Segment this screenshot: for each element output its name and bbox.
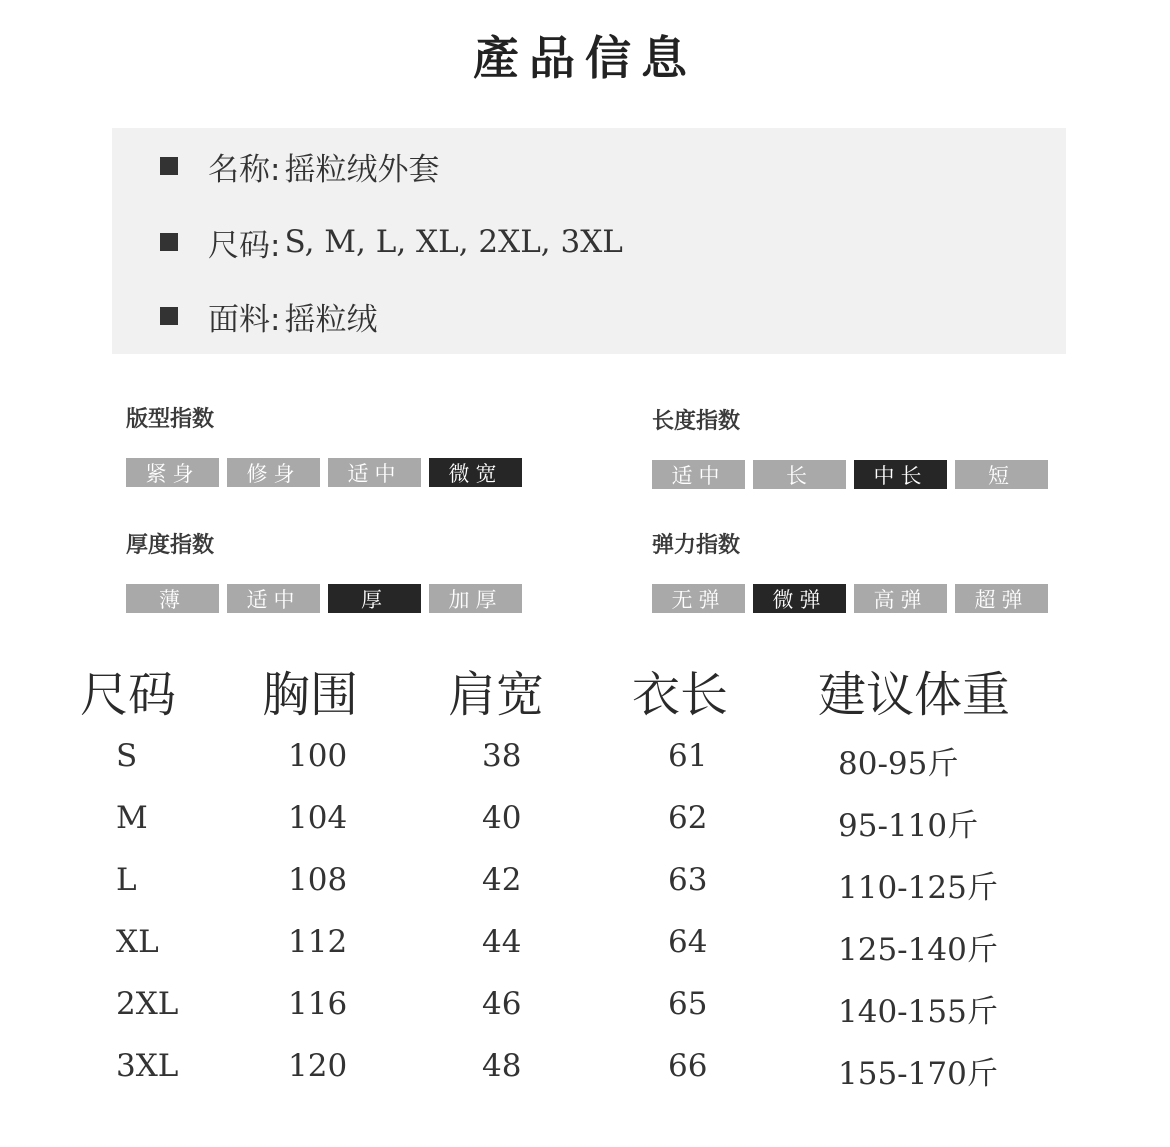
info-row-fabric bbox=[160, 294, 377, 338]
index-option: 加厚 bbox=[429, 584, 522, 613]
table-cell: 108 bbox=[288, 862, 348, 898]
table-row bbox=[0, 1048, 1170, 1092]
table-row bbox=[0, 800, 1170, 844]
table-cell: 95-110斤 bbox=[838, 808, 979, 844]
index-title: 版型指数 bbox=[126, 407, 215, 432]
table-cell: 38 bbox=[482, 738, 522, 774]
square-bullet-icon bbox=[160, 307, 178, 325]
table-row bbox=[0, 924, 1170, 968]
table-cell: 65 bbox=[668, 986, 708, 1022]
square-bullet-icon bbox=[160, 233, 178, 251]
index-option: 超弹 bbox=[955, 584, 1048, 613]
table-cell: 46 bbox=[482, 986, 522, 1022]
size-table-header bbox=[0, 656, 1170, 723]
index-options bbox=[652, 584, 1056, 613]
length-index bbox=[652, 404, 1056, 489]
header-cell-shoulder: 肩宽 bbox=[448, 667, 545, 723]
index-option: 微宽 bbox=[429, 458, 522, 487]
table-cell: 116 bbox=[288, 986, 348, 1022]
info-row-size bbox=[160, 220, 623, 264]
table-cell: 66 bbox=[668, 1048, 708, 1084]
index-option: 修身 bbox=[227, 458, 320, 487]
table-cell: M bbox=[116, 800, 148, 836]
info-value: 摇粒绒 bbox=[284, 301, 378, 338]
header-cell-size: 尺码 bbox=[80, 667, 177, 723]
table-cell: 140-155斤 bbox=[838, 994, 998, 1030]
info-label: 名称: bbox=[208, 151, 281, 188]
index-option: 短 bbox=[955, 460, 1048, 489]
index-title: 厚度指数 bbox=[126, 533, 215, 558]
index-option: 中长 bbox=[854, 460, 947, 489]
header-cell-chest: 胸围 bbox=[262, 667, 359, 723]
index-title: 弹力指数 bbox=[652, 533, 741, 558]
table-cell: 44 bbox=[482, 924, 522, 960]
index-options bbox=[126, 584, 530, 613]
header-cell-weight: 建议体重 bbox=[818, 667, 1011, 723]
table-cell: 62 bbox=[668, 800, 708, 836]
table-cell: 63 bbox=[668, 862, 708, 898]
square-bullet-icon bbox=[160, 157, 178, 175]
table-cell: 120 bbox=[288, 1048, 348, 1084]
table-cell: 64 bbox=[668, 924, 708, 960]
index-option: 高弹 bbox=[854, 584, 947, 613]
info-value: 摇粒绒外套 bbox=[284, 151, 440, 188]
info-row-name bbox=[160, 144, 439, 188]
index-option: 薄 bbox=[126, 584, 219, 613]
index-option: 适中 bbox=[328, 458, 421, 487]
table-row bbox=[0, 862, 1170, 906]
table-cell: 48 bbox=[482, 1048, 522, 1084]
index-options bbox=[652, 460, 1056, 489]
table-cell: 2XL bbox=[116, 986, 179, 1022]
index-title: 长度指数 bbox=[652, 409, 741, 434]
thickness-index bbox=[126, 528, 530, 613]
info-label: 面料: bbox=[208, 301, 281, 338]
table-cell: 125-140斤 bbox=[838, 932, 998, 968]
product-info-box bbox=[112, 128, 1066, 354]
index-option: 适中 bbox=[227, 584, 320, 613]
index-option: 厚 bbox=[328, 584, 421, 613]
info-value: S, M, L, XL, 2XL, 3XL bbox=[284, 224, 623, 260]
index-option: 长 bbox=[753, 460, 846, 489]
table-cell: 3XL bbox=[116, 1048, 179, 1084]
index-options bbox=[126, 458, 530, 487]
table-cell: 155-170斤 bbox=[838, 1056, 998, 1092]
table-cell: 100 bbox=[288, 738, 348, 774]
table-cell: 104 bbox=[288, 800, 348, 836]
table-cell: 40 bbox=[482, 800, 522, 836]
table-cell: XL bbox=[116, 924, 159, 960]
table-cell: 42 bbox=[482, 862, 522, 898]
table-cell: 61 bbox=[668, 738, 708, 774]
header-cell-length: 衣长 bbox=[632, 667, 729, 723]
table-cell: 112 bbox=[288, 924, 348, 960]
elasticity-index bbox=[652, 528, 1056, 613]
table-cell: L bbox=[116, 862, 137, 898]
fit-index bbox=[126, 402, 530, 487]
table-row bbox=[0, 986, 1170, 1030]
table-cell: 80-95斤 bbox=[838, 746, 959, 782]
index-option: 微弹 bbox=[753, 584, 846, 613]
index-option: 无弹 bbox=[652, 584, 745, 613]
page-title: 產品信息 bbox=[473, 31, 697, 85]
index-option: 紧身 bbox=[126, 458, 219, 487]
table-cell: S bbox=[116, 738, 138, 774]
table-row bbox=[0, 738, 1170, 782]
index-option: 适中 bbox=[652, 460, 745, 489]
table-cell: 110-125斤 bbox=[838, 870, 998, 906]
info-label: 尺码: bbox=[208, 227, 281, 264]
